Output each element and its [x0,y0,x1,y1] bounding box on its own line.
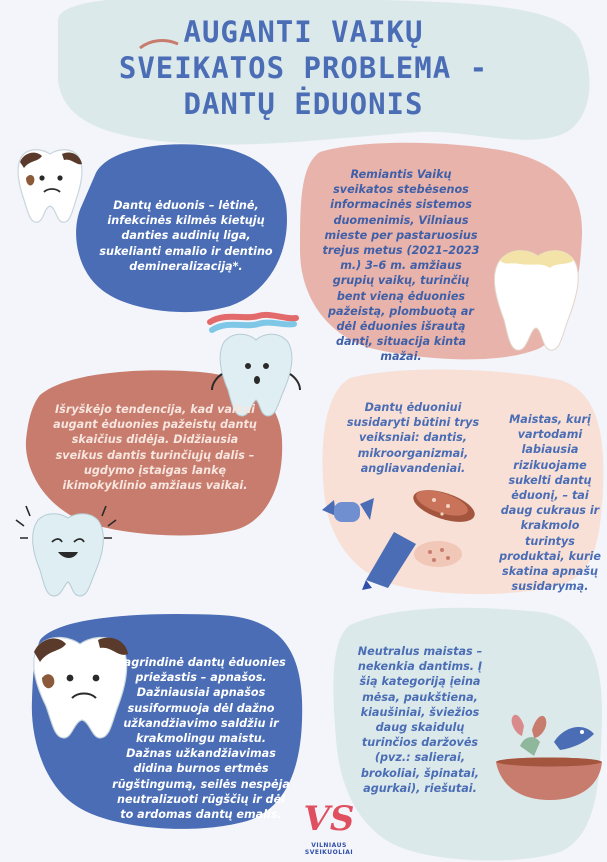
title-line: SVEIKATOS PROBLEMA - [118,51,489,85]
neutral-food-text: Neutralus maistas – nekenkia dantims. Į šią kategoriją įeina mėsa, paukštiena, kiaušiniai, šviežios daug skaidulų turinčios daržovės (pvz.: salierai, brokoliai, špinatai, agurkai), riešutai. [357,645,483,795]
logo-label: VILNIAUS SVEIKUOLIAI [304,842,354,856]
caries-definition-text: Dantų ėduonis – lėtinė, infekcinės kilmės kietųjų danties audinių liga, sukelianti emalio ir dentino demineralizaciją*. [99,199,273,273]
title-line: AUGANTI VAIKŲ [183,15,424,49]
tooth-decayed-sad-icon [18,150,82,222]
page-title [60,14,547,122]
title-line: DANTŲ ĖDUONIS [183,87,424,121]
logo-mark: VS [303,799,355,839]
trend-text: Išryškėjo tendencija, kad vaikui augant ėduonies pažeistų dantų skaičius didėja. Didžiausia sveikus dantis turinčiųjų dalis – ugdymo įstaigas lankę ikimokyklinio amžiaus vaikai. [53,403,257,493]
plaque-cause-text: Pagrindinė dantų ėduonies priežastis – apnašos. Dažniausiai apnašos susiformuoja dėl dažno užkandžiavimo saldžiu ir krakmolingu maistu. Dažnas užkandžiavimas didina burnos ertmės rūgštingumą, seilės nespėja neutralizuoti rūgščių ir dėl to ardomas dantų emalis. [112,656,290,822]
caries-factors-text: Dantų ėduoniui susidaryti būtini trys veiksniai: dantis, mikroorganizmai, angliavandeniai. [346,401,480,475]
risky-food-text: Maistas, kurį vartodami labiausia rizikuojame sukelti dantų ėduonį, – tai daug cukraus ir krakmolo turintys produktai, kurie skatina apnašų susidarymą. [499,413,601,594]
statistics-text: Remiantis Vaikų sveikatos stebėsenos informacinės sistemos duomenimis, Vilniaus mieste per pastaruosius trejus metus (2021–2023 m.) 3–6 m. amžiaus grupių vaikų, turinčių bent vieną ėduonies pažeistą, plombuotą ar dėl ėduonies išrautą dantį, situacija kinta mažai. [322,168,480,364]
cookie-icon [414,541,462,567]
